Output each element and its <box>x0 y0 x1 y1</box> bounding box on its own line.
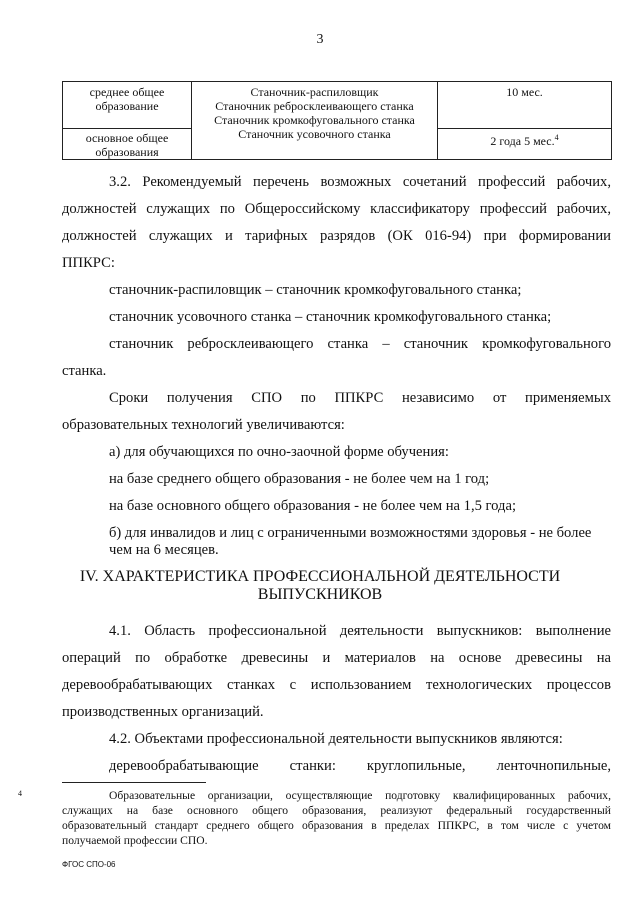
combination-2: станочник усовочного станка – станочник кромкофуговального станка; <box>109 309 552 325</box>
paragraph-3-2-line-3: должностей служащих и тарифных разрядов (ОК 016-94) при формировании <box>62 228 611 244</box>
table-cell-professions <box>192 85 437 141</box>
page-number: 3 <box>316 32 324 47</box>
footer-code: ФГОС СПО-06 <box>62 860 116 869</box>
footnote-mark: 4 <box>18 789 22 798</box>
section-title <box>0 568 640 604</box>
cell-line: Станочник ребросклеивающего станка <box>215 99 414 113</box>
cell-line: Станочник усовочного станка <box>238 127 391 141</box>
paragraph-4-1-line-3: деревообрабатывающих станках с использованием технологических процессов <box>62 677 611 693</box>
cell-line: основное общее <box>85 131 169 145</box>
duration-text: 2 года 5 мес. <box>490 134 555 148</box>
item-b-line-1: б) для инвалидов и лиц с ограниченными возможностями здоровья - не более <box>109 525 592 541</box>
footnote-line-3: образовательный стандарт среднего общего образования в пределах ППКРС, в том числе с учетом <box>62 819 611 832</box>
combination-3-line-2: станка. <box>62 363 107 379</box>
terms-line-1: Сроки получения СПО по ППКРС независимо от применяемых <box>109 390 611 406</box>
table-cell-education-2 <box>64 131 190 159</box>
cell-line: Станочник кромкофуговального станка <box>214 113 415 127</box>
footnote-line-1 <box>18 789 611 804</box>
cell-line: образование <box>95 99 159 113</box>
title-line: IV. ХАРАКТЕРИСТИКА ПРОФЕССИОНАЛЬНОЙ ДЕЯТЕЛЬНОСТИ <box>79 568 561 585</box>
combination-3-line-1: станочник ребросклеивающего станка – станочник кромкофуговального <box>109 336 611 352</box>
table-cell-education-1 <box>64 85 190 113</box>
paragraph-4-2-continued: деревообрабатывающие станки: круглопильные, ленточнопильные, <box>109 758 611 774</box>
item-b-line-2: чем на 6 месяцев. <box>109 542 219 558</box>
cell-line: среднее общее <box>89 85 165 99</box>
footnote-line-4: получаемой профессии СПО. <box>62 834 208 847</box>
footnote-rule <box>62 782 206 783</box>
terms-line-2: образовательных технологий увеличиваются: <box>62 417 345 433</box>
title-line: ВЫПУСКНИКОВ <box>257 586 383 603</box>
item-a-1: на базе среднего общего образования - не более чем на 1 год; <box>109 471 490 487</box>
paragraph-4-1-line-2: операций по обработке древесины и материалов на основе древесины на <box>62 650 611 666</box>
item-a: а) для обучающихся по очно-заочной форме обучения: <box>109 444 449 460</box>
footnote-ref: 4 <box>554 133 559 142</box>
cell-line: образования <box>95 145 159 159</box>
paragraph-4-2: 4.2. Объектами профессиональной деятельности выпускников являются: <box>109 731 563 747</box>
footnote-line-2: служащих на базе основного общего образования, реализуют федеральный государственный <box>62 804 611 817</box>
footnote-text: Образовательные организации, осуществляющие подготовку квалифицированных рабочих, <box>109 789 611 802</box>
item-a-2: на базе основного общего образования - не более чем на 1,5 года; <box>109 498 517 514</box>
paragraph-3-2-line-2: должностей служащих по Общероссийскому классификатору профессий рабочих, <box>62 201 611 217</box>
table-cell-duration-2 <box>438 131 611 148</box>
paragraph-4-1-line-1: 4.1. Область профессиональной деятельности выпускников: выполнение <box>109 623 611 639</box>
paragraph-4-1-line-4: производственных организаций. <box>62 704 264 720</box>
cell-line: Станочник-распиловщик <box>250 85 379 99</box>
table-cell-duration-1: 10 мес. <box>506 85 543 99</box>
paragraph-3-2-line-4: ППКРС: <box>62 255 115 271</box>
paragraph-3-2-line-1: 3.2. Рекомендуемый перечень возможных сочетаний профессий рабочих, <box>109 174 611 190</box>
combination-1: станочник-распиловщик – станочник кромкофуговального станка; <box>109 282 522 298</box>
